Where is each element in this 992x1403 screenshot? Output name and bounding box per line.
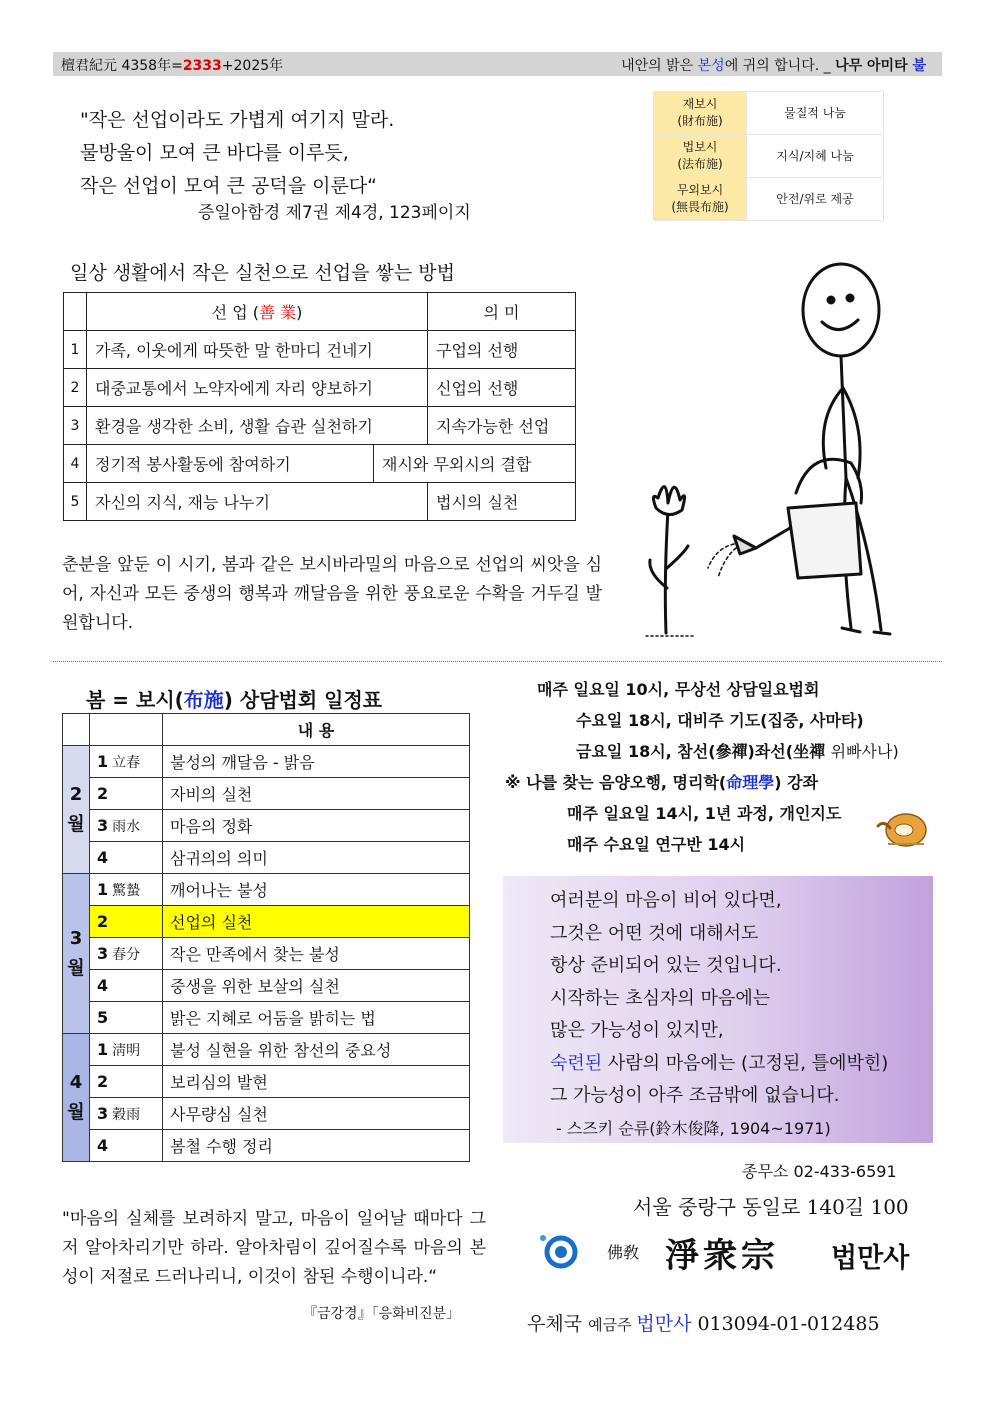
divider [53, 661, 942, 662]
dana-desc: 지식/지혜 나눔 [747, 135, 884, 178]
table-row: 3 春分 작은 만족에서 찾는 불성 [63, 938, 470, 970]
table-row: 3 환경을 생각한 소비, 생활 습관 실천하기 지속가능한 선업 [64, 407, 576, 445]
header-bar [53, 52, 942, 76]
dana-name: 재보시 (財布施) [654, 92, 747, 135]
quote-line: "작은 선업이라도 가볍게 여기지 말라. [80, 109, 395, 131]
table-row-highlighted: 2 선업의 실천 [63, 906, 470, 938]
dana-name: 법보시 (法布施) [654, 135, 747, 178]
practice-title: 일상 생활에서 작은 실천으로 선업을 쌓는 방법 [70, 262, 455, 284]
table-row: 2 자비의 실천 [63, 778, 470, 810]
weekly-line: 매주 일요일 14시, 1년 과정, 개인지도 [567, 804, 842, 823]
table-row: 3 雨水 마음의 정화 [63, 810, 470, 842]
practice-table [63, 292, 576, 521]
table-row: 3 穀雨 사무량심 실천 [63, 1098, 470, 1130]
table-row: 4 중생을 위한 보살의 실천 [63, 970, 470, 1002]
table-header-row [63, 714, 470, 746]
dana-desc: 안전/위로 제공 [747, 178, 884, 221]
weekly-line: 금요일 18시, 참선(參禪)좌선(坐禪 위빠사나) [576, 742, 899, 761]
table-row: 1 가족, 이웃에게 따뜻한 말 한마디 건네기 구업의 선행 [64, 331, 576, 369]
table-row [654, 178, 884, 221]
quote-source: 증일아함경 제7권 제4경, 123페이지 [198, 203, 471, 223]
quote-line: 물방울이 모여 큰 바다를 이루듯, [80, 142, 349, 164]
mind-quote: "마음의 실체를 보려하지 말고, 마음이 일어날 때마다 그저 알아차리기만 하라. 알아차림이 깊어질수록 마음의 본성이 저절로 드러나리니, 이것이 참된 수행이니라.“ [62, 1209, 486, 1287]
month-label-apr: 4 월 [63, 1034, 90, 1162]
header-content: 내 용 [163, 714, 470, 746]
refuge-text: 내안의 밝은 본성에 귀의 합니다. _ 나무 아미타 불 [621, 58, 926, 74]
table-row: 2 월 1 立春 불성의 깨달음 - 밝음 [63, 746, 470, 778]
quote-line: 작은 선업이 모여 큰 공덕을 이룬다“ [80, 175, 377, 197]
dana-name: 무외보시 (無畏布施) [654, 178, 747, 221]
table-row: 3 월 1 驚蟄 깨어나는 불성 [63, 874, 470, 906]
table-row: 4 정기적 봉사활동에 참여하기 재시와 무외시의 결합 [64, 445, 576, 483]
era-text: 檀君紀元 4358年=2333+2025年 [61, 58, 284, 74]
dana-table [653, 91, 884, 221]
header-meaning: 의 미 [428, 293, 576, 331]
schedule-title: 봄 = 보시(布施) 상담법회 일정표 [86, 688, 383, 712]
weekly-line: ※ 나를 찾는 음양오행, 명리학(命理學) 강좌 [505, 773, 819, 792]
address: 서울 중랑구 동일로 140길 100 [633, 1195, 909, 1219]
suzuki-quote: 여러분의 마음이 비어 있다면, 그것은 어떤 것에 대해서도 항상 준비되어 있는 것입니다. 시작하는 초심자의 마음에는 많은 가능성이 있지만, 숙련된 사람의 마음에는 (고정된, 틀에박힌) 그 가능성이 아주 조금밖에 없습니다. - 스즈키 순류(鈴木俊降, 1904~1971) [550, 885, 888, 1145]
weekly-line: 매주 수요일 연구반 14시 [567, 835, 746, 854]
schedule-table [62, 713, 470, 1162]
temple-logo-icon [535, 1230, 583, 1272]
bank-account: 우체국 예금주 법만사 013094-01-012485 [527, 1313, 880, 1335]
office-phone: 종무소 02-433-6591 [742, 1162, 897, 1181]
table-row: 4 삼귀의의 의미 [63, 842, 470, 874]
mind-quote-source: 『금강경』「응화비진분」 [303, 1306, 461, 1322]
table-row: 5 자신의 지식, 재능 나누기 법시의 실천 [64, 483, 576, 521]
table-row: 4 봄철 수행 정리 [63, 1130, 470, 1162]
month-label-feb: 2 월 [63, 746, 90, 874]
table-header-row [64, 293, 576, 331]
suzuki-quote-box [503, 876, 933, 1143]
watering-figure-illustration [636, 248, 908, 646]
dana-desc: 물질적 나눔 [747, 92, 884, 135]
suzuki-source: - 스즈키 순류(鈴木俊降, 1904~1971) [556, 1118, 831, 1138]
moktak-icon [874, 806, 930, 850]
month-label-mar: 3 월 [63, 874, 90, 1034]
weekly-line: 매주 일요일 10시, 무상선 상담일요법회 [537, 680, 820, 699]
table-row [654, 92, 884, 135]
spring-paragraph: 춘분을 앞둔 이 시기, 봄과 같은 보시바라밀의 마음으로 선업의 씨앗을 심어, 자신과 모든 중생의 행복과 깨달음을 위한 풍요로운 수확을 거두길 발원합니다. [62, 555, 602, 633]
header-good-deed: 선 업 (善 業) [87, 293, 428, 331]
table-row: 4 월 1 淸明 불성 실현을 위한 참선의 중요성 [63, 1034, 470, 1066]
weekly-line: 수요일 18시, 대비주 기도(집중, 사마타) [576, 711, 864, 730]
table-row: 5 밝은 지혜로 어둠을 밝히는 법 [63, 1002, 470, 1034]
quote [80, 104, 394, 203]
table-row [654, 135, 884, 178]
table-row: 2 대중교통에서 노약자에게 자리 양보하기 신업의 선행 [64, 369, 576, 407]
weekly-services [505, 674, 899, 860]
table-row: 2 보리심의 발현 [63, 1066, 470, 1098]
